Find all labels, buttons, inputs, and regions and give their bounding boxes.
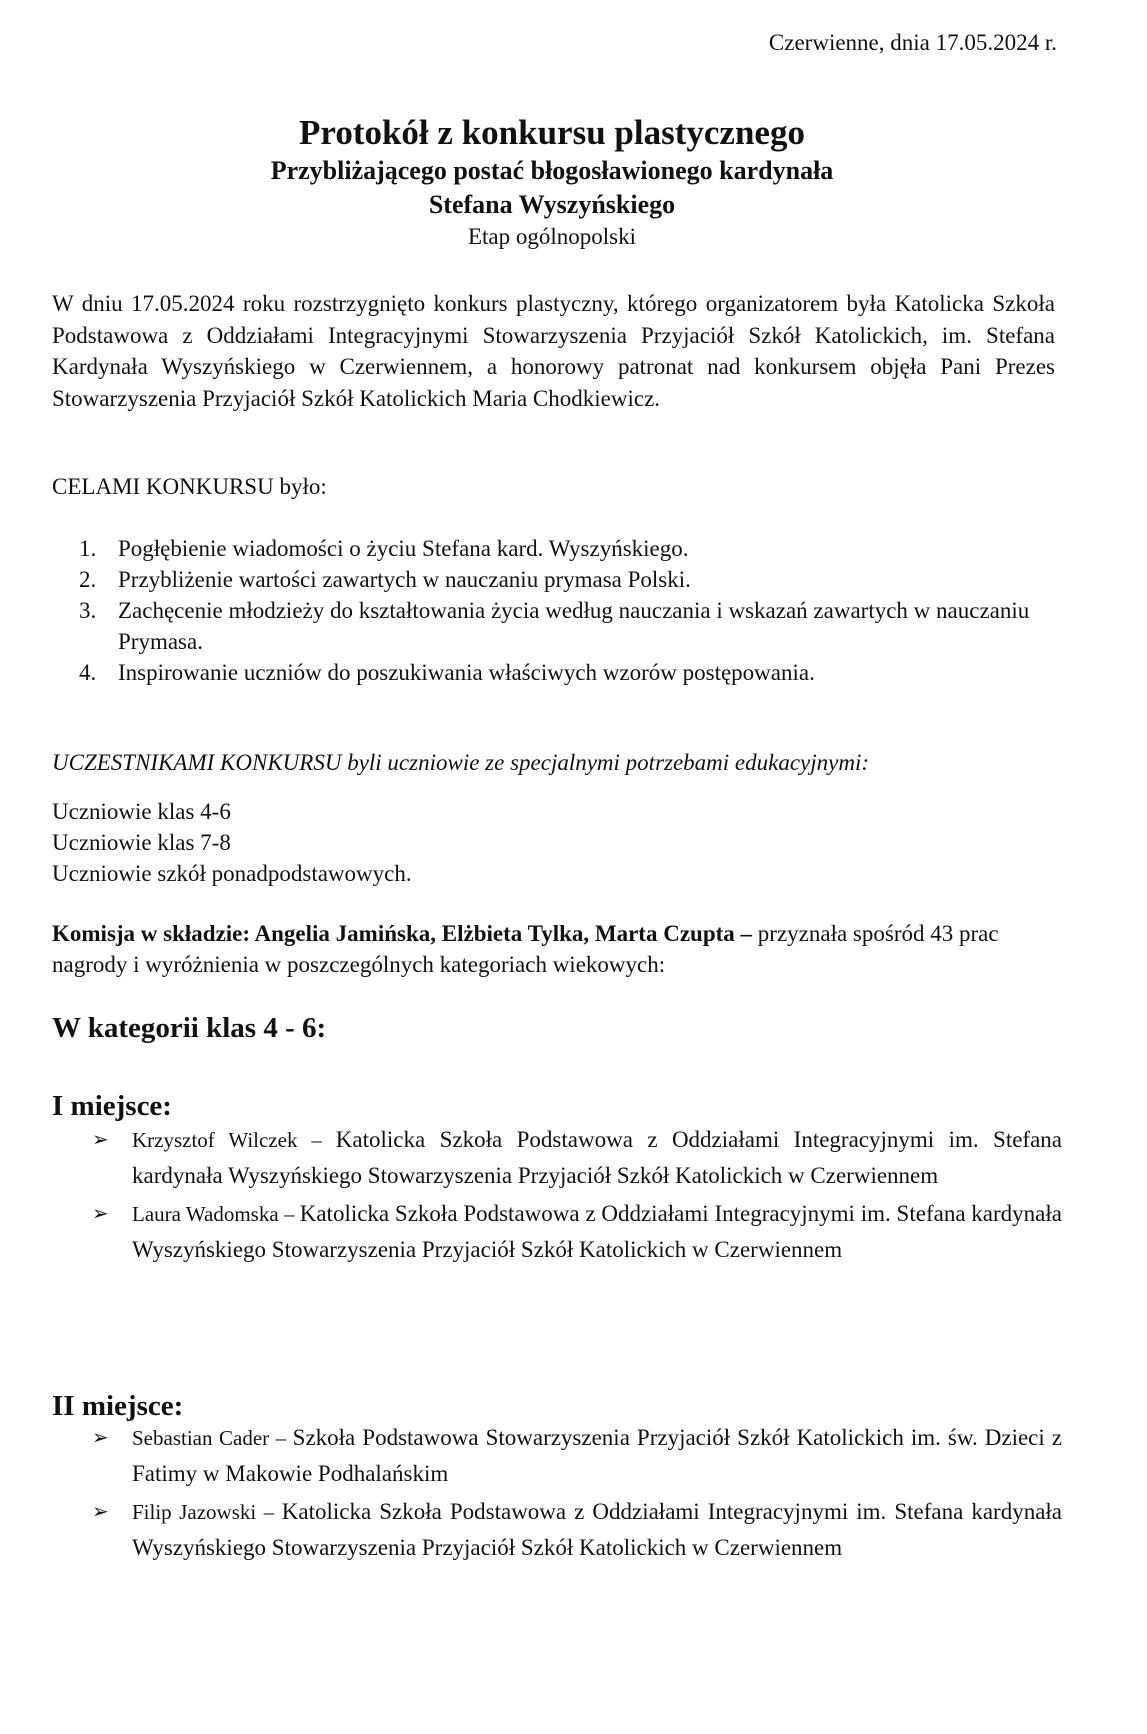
list-item-number: 1. [79,536,97,561]
arrowhead-bullet-icon: ➢ [92,1201,109,1225]
award-entry [52,1122,1062,1193]
arrowhead-bullet-icon: ➢ [92,1499,109,1523]
committee-decision: przyznała spośród 43 prac nagrody i wyróżnienia w poszczególnych kategoriach wiekowych: [52,921,999,977]
participants-heading: UCZESTNIKAMI KONKURSU byli uczniowie ze specjalnymi potrzebami edukacyjnymi: [52,750,870,775]
arrowhead-bullet-icon: ➢ [92,1127,109,1151]
list-item-number: 4. [79,660,97,685]
competition-stage: Etap ogólnopolski [467,224,637,249]
document-date: Czerwienne, dnia 17.05.2024 r. [768,30,1057,55]
winner-name: Sebastian Cader – [132,1426,293,1450]
list-item-number: 2. [79,567,97,592]
list-item-text: Zachęcenie młodzieży do kształtowania życia według nauczania i wskazań zawartych w nauczaniu Prymasa. [118,598,1030,654]
category-heading: W kategorii klas 4 - 6: [52,1012,327,1044]
list-item [52,564,1055,595]
award-entry [52,1420,1062,1491]
list-item [52,595,1055,657]
committee-members: Komisja w składzie: Angelia Jamińska, Elżbieta Tylka, Marta Czupta – [52,921,753,946]
list-item [52,657,1055,688]
participant-group: Uczniowie szkół ponadpodstawowych. [52,861,412,886]
second-place-list [52,1420,1062,1568]
winner-school: Szkoła Podstawowa Stowarzyszenia Przyjaciół Szkół Katolickich im. św. Dzieci z Fatimy w Makowie Podhalańskim [132,1425,1062,1486]
title-block [52,112,1052,252]
document-subtitle-line1: Przybliżającego postać błogosławionego kardynała [270,156,834,185]
winner-school: Katolicka Szkoła Podstawowa z Oddziałami Integracyjnymi im. Stefana kardynała Wyszyńskiego Stowarzyszenia Przyjaciół Szkół Katolickich w Czerwiennem [132,1201,1062,1262]
award-entry [52,1196,1062,1267]
goals-heading: CELAMI KONKURSU było: [52,474,327,499]
winner-name: Filip Jazowski – [132,1500,282,1524]
arrowhead-bullet-icon: ➢ [92,1425,109,1449]
list-item-text: Pogłębienie wiadomości o życiu Stefana kard. Wyszyńskiego. [118,536,689,561]
list-item-text: Przybliżenie wartości zawartych w nauczaniu prymasa Polski. [118,567,691,592]
intro-paragraph: W dniu 17.05.2024 roku rozstrzygnięto konkurs plastyczny, którego organizatorem była Katolicka Szkoła Podstawowa z Oddziałami Integracyjnymi Stowarzyszenia Przyjaciół Szkół Katolickich, im. Stefana Kardynała Wyszyńskiego w Czerwiennem, a honorowy patronat nad konkursem objęła Pani Prezes Stowarzyszenia Przyjaciół Szkół Katolickich Maria Chodkiewicz. [52,291,1055,411]
award-entry [52,1494,1062,1565]
winner-name: Krzysztof Wilczek – [132,1128,336,1152]
participants-groups [52,796,412,889]
participant-group: Uczniowie klas 7-8 [52,830,231,855]
second-place-heading: II miejsce: [52,1390,184,1422]
first-place-heading: I miejsce: [52,1090,172,1122]
winner-school: Katolicka Szkoła Podstawowa z Oddziałami Integracyjnymi im. Stefana kardynała Wyszyńskiego Stowarzyszenia Przyjaciół Szkół Katolickich w Czerwiennem [132,1499,1062,1560]
winner-name: Laura Wadomska – [132,1202,300,1226]
committee-paragraph [52,918,1055,980]
first-place-list [52,1122,1062,1270]
document-title: Protokół z konkursu plastycznego [299,113,805,152]
list-item-text: Inspirowanie uczniów do poszukiwania właściwych wzorów postępowania. [118,660,815,685]
winner-school: Katolicka Szkoła Podstawowa z Oddziałami Integracyjnymi im. Stefana kardynała Wyszyńskiego Stowarzyszenia Przyjaciół Szkół Katolickich w Czerwiennem [132,1127,1062,1188]
list-item [52,533,1055,564]
participant-group: Uczniowie klas 4-6 [52,799,231,824]
goals-list [52,533,1055,688]
document-subtitle-line2: Stefana Wyszyńskiego [428,190,676,219]
list-item-number: 3. [79,598,97,623]
